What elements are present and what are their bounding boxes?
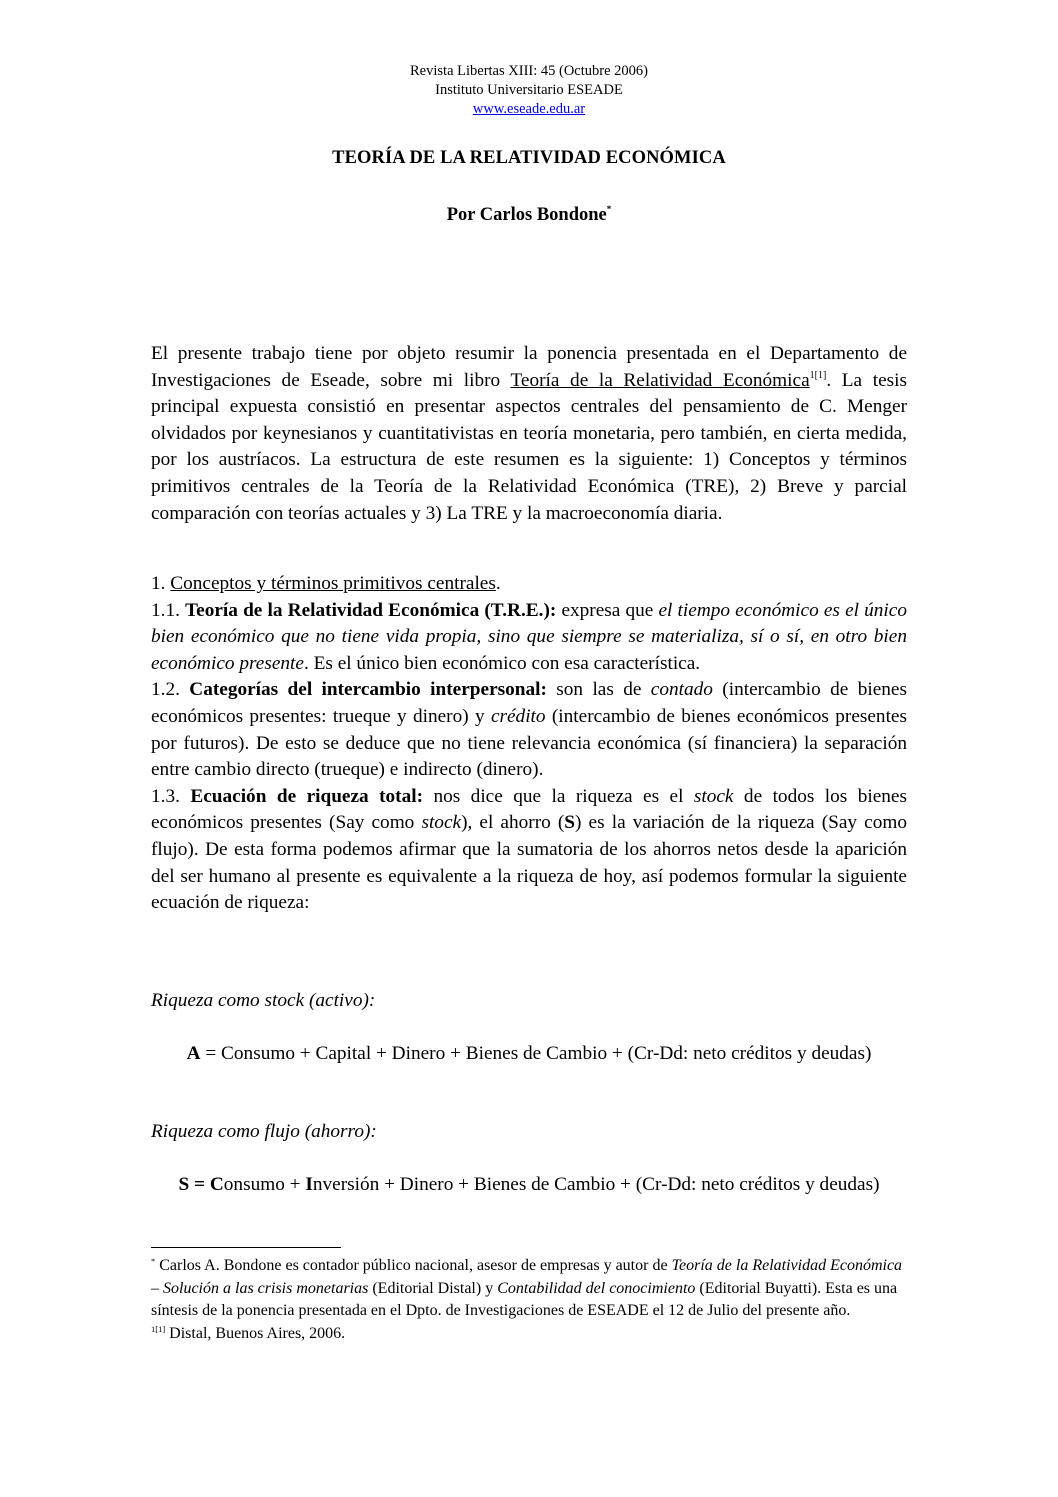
item-text: (intercambio de bienes económicos presentes por futuros). De esto se deduce que no tiene relevancia económica (sí financiera) la separación entre cambio directo (trueque) e indirecto (dinero). (151, 705, 907, 781)
author-footnote-marker[interactable]: * (606, 204, 612, 214)
equation-s-equals: = (194, 1174, 206, 1195)
equation-s (151, 1172, 907, 1199)
journal-header (0, 62, 1058, 119)
intro-text-2: . La tesis principal expuesta consistió en presentar aspectos centrales del pensamiento de C. Menger olvidados por keynesianos y cuantitativistas en teoría monetaria, pero también, en cierta medida, por los austríacos. La estructura de este resumen es la siguiente: 1) Conceptos y términos primitivos centrales de la Teoría de la Relatividad Económica (TRE), 2) Breve y parcial comparación con teorías actuales y 3) La TRE y la macroeconomía diaria. (151, 369, 908, 524)
item-1-3 (151, 784, 907, 917)
book-title-link[interactable]: Teoría de la Relatividad Económica (510, 369, 810, 391)
author-name: Por Carlos Bondone (446, 205, 607, 225)
footnote-ref-1[interactable]: 1[1] (809, 369, 827, 381)
section-heading-text: Conceptos y términos primitivos centrales (170, 573, 496, 594)
intro-paragraph (151, 341, 907, 527)
item-italic: stock (421, 812, 462, 834)
footnote-separator (151, 1247, 341, 1248)
equation-s-label: Riqueza como flujo (ahorro): (151, 1121, 377, 1142)
footnote-italic: Contabilidad del conocimiento (497, 1279, 696, 1297)
footnote-text: Distal, Buenos Aires, 2006. (165, 1324, 346, 1342)
footnote-italic: Teoría de la Relatividad Económica – Solución a las crisis monetarias (151, 1257, 903, 1297)
item-italic: stock (693, 785, 734, 807)
item-text: de todos los bienes económicos presentes (Say como (151, 785, 907, 834)
section-1 (151, 571, 907, 917)
equation-a (151, 1041, 907, 1068)
equation-s-c: C (209, 1174, 224, 1195)
section-1-heading (151, 571, 907, 598)
item-1-1 (151, 598, 907, 678)
item-number: 1.1. (151, 599, 186, 621)
footnotes (151, 1255, 907, 1345)
equation-s-text: nversión + Dinero + Bienes de Cambio + (Cr-Dd: neto créditos y deudas) (312, 1174, 880, 1195)
footnote-text: Carlos A. Bondone es contador público nacional, asesor de empresas y autor de (155, 1257, 672, 1274)
intro-text-1: El presente trabajo tiene por objeto resumir la ponencia presentada en el Departamento de Investigaciones de Eseade, sobre mi libro (151, 343, 907, 391)
journal-citation: Revista Libertas XIII: 45 (Octubre 2006) (410, 63, 648, 79)
item-italic: el tiempo económico es el único bien económico que no tiene vida propia, sino que siempre se materializa, sí o sí, en otro bien económico presente (151, 599, 907, 674)
item-text: ) es la variación de la riqueza (Say como flujo). De esta forma podemos afirmar que la sumatoria de los ahorros netos desde la aparición del ser humano al presente es equivalente a la riqueza de hoy, así podemos formular la siguiente ecuación de riqueza: (151, 812, 908, 914)
item-1-2 (151, 677, 907, 783)
author-byline (0, 204, 1058, 226)
footnote-marker: * (151, 1256, 156, 1266)
item-text: son las de (546, 679, 651, 701)
item-term: Teoría de la Relatividad Económica (T.R.E.): (185, 599, 557, 621)
equation-s-i: I (305, 1174, 313, 1195)
institution-name: Instituto Universitario ESEADE (435, 82, 623, 98)
footnote-text: (Editorial Distal) y (368, 1279, 498, 1297)
item-italic: crédito (490, 705, 546, 727)
equation-a-rhs: = Consumo + Capital + Dinero + Bienes de Cambio + (Cr-Dd: neto créditos y deudas) (200, 1043, 872, 1064)
footnote-text: (Editorial Buyatti). Esta es una síntesis de la ponencia presentada en el Dpto. de Investigaciones de ESEADE el 12 de Julio del presente año. (151, 1279, 898, 1319)
section-heading-period: . (495, 573, 501, 594)
item-text: (intercambio de bienes económicos presentes: trueque y dinero) y (151, 679, 907, 727)
item-number: 1.3. (151, 785, 191, 807)
footnote-author (151, 1255, 907, 1323)
item-number: 1.2. (151, 679, 190, 701)
item-term: Categorías del intercambio interpersonal: (189, 679, 547, 701)
item-text: ), el ahorro ( (461, 812, 565, 834)
item-italic: contado (650, 679, 713, 701)
item-term: Ecuación de riqueza total: (190, 785, 424, 807)
website-link[interactable]: www.eseade.edu.ar (472, 101, 586, 117)
equation-s-lhs: S (178, 1174, 190, 1195)
item-text: nos dice que la riqueza es el (423, 785, 694, 807)
item-text: . Es el único bien económico con esa característica. (303, 652, 701, 674)
footnote-1 (151, 1323, 907, 1346)
equation-a-lhs: A (186, 1043, 201, 1064)
item-bold: S (564, 812, 576, 834)
section-number: 1. (151, 573, 171, 594)
footnote-marker: 1[1] (151, 1323, 166, 1334)
item-text: expresa que (556, 599, 659, 621)
equation-a-label: Riqueza como stock (activo): (151, 990, 376, 1011)
article-title: TEORÍA DE LA RELATIVIDAD ECONÓMICA (332, 148, 726, 168)
equation-s-text: onsumo + (223, 1174, 306, 1195)
